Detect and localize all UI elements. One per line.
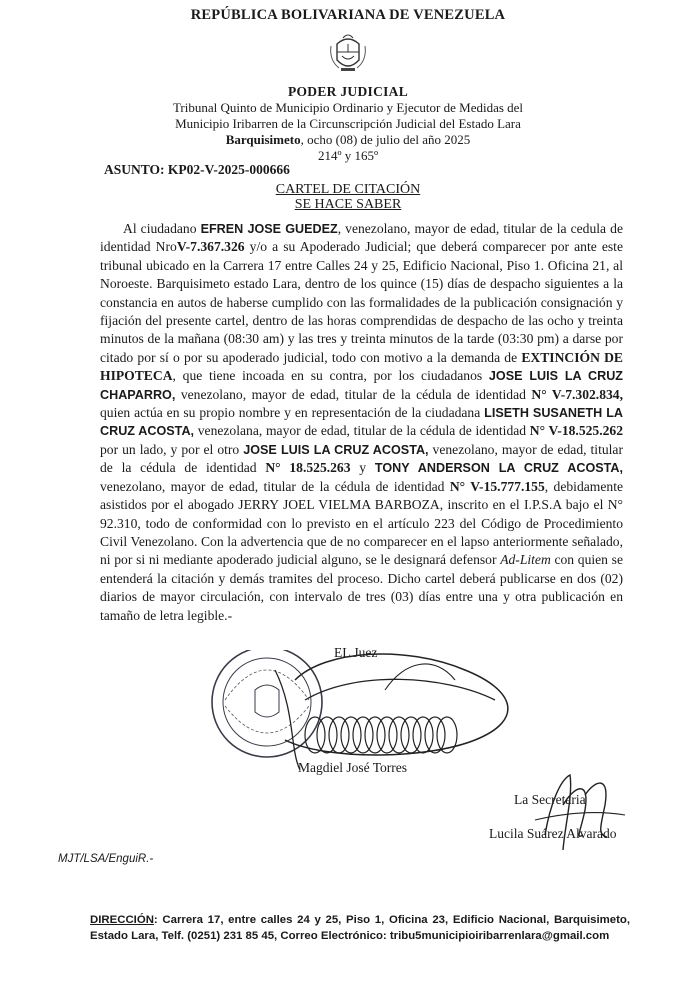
body-text-segment: con quien se entenderá la citación y demás tramites del proceso. Dicho cartel deberá publicarse en dos (02) diarios de mayor circulación, con intervalo de tres (03) días entre una y otra publicación en tamaño de letra legible.- bbox=[100, 552, 623, 623]
ad-litem-term: Ad-Litem bbox=[500, 552, 551, 568]
coat-of-arms-emblem bbox=[325, 30, 371, 76]
body-text-segment: y/o a su Apoderado Judicial; que deberá comparecer por ante este tribunal ubicado en la Carrera 17 entre Calles 24 y 25, Edificio Nacional, Piso 1. Oficina 21, al Noroeste. Barquisimeto estado Lara, dentro de los quince (15) días de despacho siguientes a la constancia en autos de haberse cumplido con las formalidades de la publicación consignación y fijación del presente cartel, dentro de las horas comprendidas de despacho de las ocho y treinta minutos de la mañana (08:30 am) y las tres y treinta minutos de la tarde (03:30 pm) a darse por citado por sí o por su apoderado judicial, todo con motivo a la demanda de bbox=[100, 239, 623, 365]
body-text-segment: venezolano, mayor de edad, titular de la cédula de identidad bbox=[100, 478, 450, 494]
footer-text: : Carrera 17, entre calles 24 y 25, Piso 1, Oficina 23, Edificio Nacional, Barquisimeto, Estado Lara, Telf. (0251) 231 85 45, Correo Electrónico: tribu5municipioiribarrenlara@gmail.com bbox=[90, 914, 630, 942]
title-se-hace-saber: SE HACE SABER bbox=[294, 197, 402, 212]
case-subject: EXTINCIÓN DE HIPOTECA bbox=[100, 349, 623, 384]
plaintiff-id-1: N° V-7.302.834, bbox=[531, 386, 623, 402]
plaintiff-name-2: LISETH SUSANETH LA CRUZ ACOSTA, bbox=[100, 406, 623, 439]
secretary-signature bbox=[515, 765, 635, 860]
body-text-segment: , que tiene incoada en su contra, por los ciudadanos bbox=[172, 368, 489, 384]
plaintiff-id-4: N° V-15.777.155 bbox=[449, 478, 545, 494]
header-court-line-1: Tribunal Quinto de Municipio Ordinario y Ejecutor de Medidas del bbox=[172, 100, 524, 115]
header-poder-judicial: PODER JUDICIAL bbox=[287, 84, 409, 99]
footer-address bbox=[90, 912, 630, 944]
body-text-segment: , debidamente asistidos por el abogado JERRY JOEL VIELMA BARBOZA, inscrito en el I.P.S.A bajo el N° 92.310, todo de conformidad con lo previsto en el artículo 223 del Código de Procedimiento Civil Venezolano. Con la advertencia que de no comparecer en el lapso anteriormente señalado, ni por si ni mediante apoderado judicial alguno, se le designará defensor bbox=[100, 478, 624, 568]
body-text-segment: , venezolano, mayor de edad, titular de la cedula de identidad Nro bbox=[100, 221, 623, 255]
body-text-segment: Al ciudadano bbox=[123, 221, 201, 236]
header-date: , ocho (08) de julio del año 2025 bbox=[300, 132, 471, 147]
defendant-id: V-7.367.326 bbox=[176, 239, 245, 255]
document-initials: MJT/LSA/EnguiR.- bbox=[58, 853, 154, 865]
title-cartel: CARTEL DE CITACIÓN bbox=[275, 182, 421, 197]
body-text-segment: venezolano, mayor de edad, titular de la cédula de identidad bbox=[175, 386, 532, 402]
header-court-line-2: Municipio Iribarren de la Circunscripción Judicial del Estado Lara bbox=[175, 116, 521, 131]
defendant-name: EFREN JOSE GUEDEZ bbox=[200, 222, 338, 236]
header-city: Barquisimeto bbox=[225, 132, 301, 147]
judge-title: EL Juez bbox=[334, 645, 378, 660]
plaintiff-id-2: N° V-18.525.262 bbox=[529, 423, 624, 439]
header-republic: REPÚBLICA BOLIVARIANA DE VENEZUELA bbox=[190, 7, 506, 23]
asunto-number: ASUNTO: KP02-V-2025-000666 bbox=[104, 162, 290, 177]
body-text-segment: por un lado, y por el otro bbox=[100, 441, 244, 457]
secretary-title: La Secretaria bbox=[514, 792, 586, 807]
plaintiff-name-4: TONY ANDERSON LA CRUZ ACOSTA, bbox=[374, 461, 623, 476]
footer-label: DIRECCIÓN bbox=[90, 914, 154, 926]
body-text-segment: venezolano, mayor de edad, titular de la cédula de identidad bbox=[100, 441, 623, 476]
secretary-name: Lucila Suárez Alvarado bbox=[489, 826, 617, 841]
plaintiff-name-1: JOSE LUIS LA CRUZ CHAPARRO, bbox=[100, 369, 623, 402]
body-paragraph bbox=[100, 220, 623, 625]
body-text-segment: quien actúa en su propio nombre y en representación de la ciudadana bbox=[100, 405, 485, 421]
plaintiff-id-3: N° 18.525.263 bbox=[265, 460, 351, 476]
header-years: 214º y 165º bbox=[317, 148, 379, 163]
document-title bbox=[0, 182, 696, 212]
header-date-line bbox=[0, 132, 696, 148]
body-text-segment: venezolana, mayor de edad, titular de la cédula de identidad bbox=[194, 423, 530, 439]
plaintiff-name-3: JOSE LUIS LA CRUZ ACOSTA, bbox=[243, 442, 429, 457]
judge-name: Magdiel José Torres bbox=[298, 760, 408, 775]
body-text-segment: y bbox=[350, 460, 375, 476]
